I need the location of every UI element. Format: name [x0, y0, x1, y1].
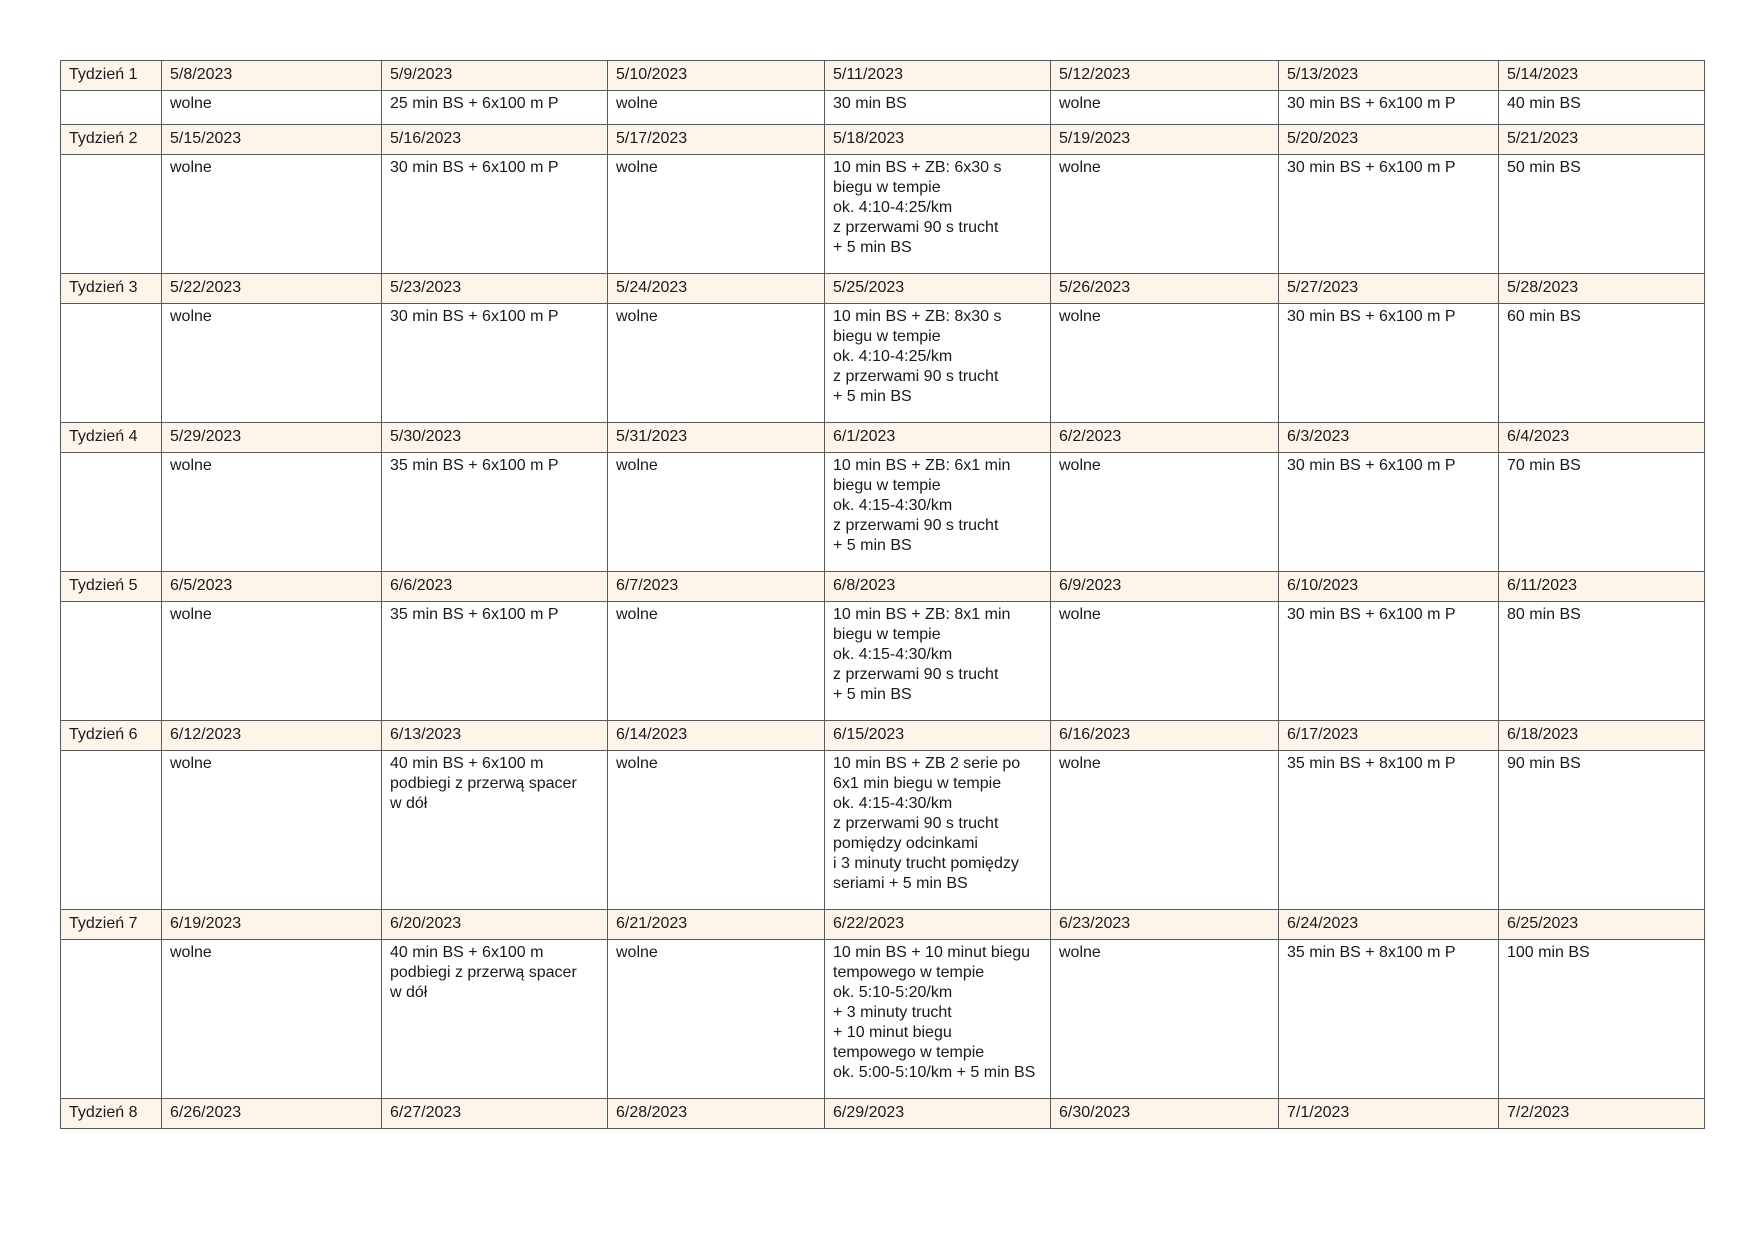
workout-cell: 90 min BS: [1499, 751, 1705, 910]
date-cell: 6/8/2023: [825, 572, 1051, 602]
workout-cell: wolne: [162, 940, 382, 1099]
date-cell: 6/23/2023: [1051, 910, 1279, 940]
week-label: Tydzień 6: [61, 721, 162, 751]
week-workouts-row: [61, 940, 1705, 1099]
workout-cell: 10 min BS + ZB: 6x1 min biegu w tempie ok. 4:15-4:30/km z przerwami 90 s trucht + 5 min BS: [825, 453, 1051, 572]
date-cell: 6/5/2023: [162, 572, 382, 602]
date-cell: 6/16/2023: [1051, 721, 1279, 751]
date-cell: 5/20/2023: [1279, 125, 1499, 155]
date-cell: 5/15/2023: [162, 125, 382, 155]
workout-cell: 30 min BS + 6x100 m P: [1279, 602, 1499, 721]
week-workouts-row: [61, 304, 1705, 423]
workout-cell: wolne: [608, 453, 825, 572]
empty-cell: [61, 940, 162, 1099]
date-cell: 5/26/2023: [1051, 274, 1279, 304]
workout-cell: 100 min BS: [1499, 940, 1705, 1099]
date-cell: 5/13/2023: [1279, 61, 1499, 91]
empty-cell: [61, 91, 162, 125]
workout-cell: 40 min BS + 6x100 m podbiegi z przerwą spacer w dół: [382, 940, 608, 1099]
week-label: Tydzień 3: [61, 274, 162, 304]
date-cell: 6/2/2023: [1051, 423, 1279, 453]
workout-cell: wolne: [162, 751, 382, 910]
date-cell: 5/18/2023: [825, 125, 1051, 155]
date-cell: 6/12/2023: [162, 721, 382, 751]
workout-cell: 30 min BS + 6x100 m P: [382, 304, 608, 423]
workout-cell: 35 min BS + 6x100 m P: [382, 602, 608, 721]
date-cell: 5/22/2023: [162, 274, 382, 304]
workout-cell: wolne: [1051, 751, 1279, 910]
week-workouts-row: [61, 751, 1705, 910]
workout-cell: 50 min BS: [1499, 155, 1705, 274]
week-header-row: [61, 274, 1705, 304]
date-cell: 5/30/2023: [382, 423, 608, 453]
training-plan-table: [60, 60, 1705, 1129]
week-label: Tydzień 5: [61, 572, 162, 602]
date-cell: 6/7/2023: [608, 572, 825, 602]
workout-cell: 35 min BS + 6x100 m P: [382, 453, 608, 572]
workout-cell: 60 min BS: [1499, 304, 1705, 423]
date-cell: 5/16/2023: [382, 125, 608, 155]
workout-cell: 30 min BS + 6x100 m P: [1279, 304, 1499, 423]
empty-cell: [61, 304, 162, 423]
date-cell: 5/28/2023: [1499, 274, 1705, 304]
workout-cell: wolne: [1051, 155, 1279, 274]
date-cell: 6/17/2023: [1279, 721, 1499, 751]
date-cell: 5/23/2023: [382, 274, 608, 304]
date-cell: 5/12/2023: [1051, 61, 1279, 91]
workout-cell: wolne: [608, 602, 825, 721]
date-cell: 5/19/2023: [1051, 125, 1279, 155]
date-cell: 6/28/2023: [608, 1099, 825, 1129]
date-cell: 5/11/2023: [825, 61, 1051, 91]
date-cell: 6/29/2023: [825, 1099, 1051, 1129]
date-cell: 5/9/2023: [382, 61, 608, 91]
workout-cell: wolne: [162, 155, 382, 274]
workout-cell: 80 min BS: [1499, 602, 1705, 721]
date-cell: 5/31/2023: [608, 423, 825, 453]
week-label: Tydzień 2: [61, 125, 162, 155]
date-cell: 6/4/2023: [1499, 423, 1705, 453]
workout-cell: 10 min BS + 10 minut biegu tempowego w tempie ok. 5:10-5:20/km + 3 minuty trucht + 10 minut biegu tempowego w tempie ok. 5:00-5:10/km + 5 min BS: [825, 940, 1051, 1099]
workout-cell: 10 min BS + ZB: 8x1 min biegu w tempie ok. 4:15-4:30/km z przerwami 90 s trucht + 5 min BS: [825, 602, 1051, 721]
empty-cell: [61, 453, 162, 572]
workout-cell: wolne: [1051, 304, 1279, 423]
workout-cell: wolne: [608, 940, 825, 1099]
workout-cell: 30 min BS + 6x100 m P: [1279, 453, 1499, 572]
workout-cell: wolne: [1051, 602, 1279, 721]
workout-cell: wolne: [608, 91, 825, 125]
empty-cell: [61, 155, 162, 274]
week-header-row: [61, 572, 1705, 602]
date-cell: 6/11/2023: [1499, 572, 1705, 602]
week-header-row: [61, 61, 1705, 91]
date-cell: 5/8/2023: [162, 61, 382, 91]
date-cell: 6/26/2023: [162, 1099, 382, 1129]
date-cell: 6/27/2023: [382, 1099, 608, 1129]
date-cell: 6/22/2023: [825, 910, 1051, 940]
week-header-row: [61, 125, 1705, 155]
date-cell: 6/30/2023: [1051, 1099, 1279, 1129]
workout-cell: wolne: [1051, 940, 1279, 1099]
date-cell: 5/24/2023: [608, 274, 825, 304]
week-header-row: [61, 721, 1705, 751]
date-cell: 6/13/2023: [382, 721, 608, 751]
workout-cell: wolne: [162, 602, 382, 721]
week-workouts-row: [61, 602, 1705, 721]
date-cell: 6/14/2023: [608, 721, 825, 751]
date-cell: 6/3/2023: [1279, 423, 1499, 453]
date-cell: 6/15/2023: [825, 721, 1051, 751]
date-cell: 6/6/2023: [382, 572, 608, 602]
date-cell: 6/19/2023: [162, 910, 382, 940]
date-cell: 6/18/2023: [1499, 721, 1705, 751]
workout-cell: 10 min BS + ZB: 8x30 s biegu w tempie ok. 4:10-4:25/km z przerwami 90 s trucht + 5 min BS: [825, 304, 1051, 423]
date-cell: 7/2/2023: [1499, 1099, 1705, 1129]
date-cell: 6/1/2023: [825, 423, 1051, 453]
date-cell: 5/29/2023: [162, 423, 382, 453]
training-plan-body: [61, 61, 1705, 1129]
workout-cell: 30 min BS: [825, 91, 1051, 125]
date-cell: 6/24/2023: [1279, 910, 1499, 940]
workout-cell: 40 min BS: [1499, 91, 1705, 125]
date-cell: 6/20/2023: [382, 910, 608, 940]
workout-cell: 10 min BS + ZB 2 serie po 6x1 min biegu w tempie ok. 4:15-4:30/km z przerwami 90 s trucht pomiędzy odcinkami i 3 minuty trucht pomiędzy seriami + 5 min BS: [825, 751, 1051, 910]
date-cell: 5/10/2023: [608, 61, 825, 91]
workout-cell: 30 min BS + 6x100 m P: [1279, 155, 1499, 274]
week-label: Tydzień 7: [61, 910, 162, 940]
workout-cell: wolne: [1051, 91, 1279, 125]
date-cell: 5/25/2023: [825, 274, 1051, 304]
date-cell: 5/21/2023: [1499, 125, 1705, 155]
week-workouts-row: [61, 453, 1705, 572]
workout-cell: 30 min BS + 6x100 m P: [1279, 91, 1499, 125]
week-header-row: [61, 1099, 1705, 1129]
week-label: Tydzień 4: [61, 423, 162, 453]
week-label: Tydzień 1: [61, 61, 162, 91]
date-cell: 6/21/2023: [608, 910, 825, 940]
workout-cell: wolne: [162, 453, 382, 572]
week-header-row: [61, 910, 1705, 940]
workout-cell: wolne: [1051, 453, 1279, 572]
empty-cell: [61, 602, 162, 721]
date-cell: 6/10/2023: [1279, 572, 1499, 602]
date-cell: 7/1/2023: [1279, 1099, 1499, 1129]
workout-cell: wolne: [162, 91, 382, 125]
workout-cell: wolne: [608, 304, 825, 423]
week-workouts-row: [61, 91, 1705, 125]
week-workouts-row: [61, 155, 1705, 274]
date-cell: 5/14/2023: [1499, 61, 1705, 91]
week-header-row: [61, 423, 1705, 453]
workout-cell: 40 min BS + 6x100 m podbiegi z przerwą spacer w dół: [382, 751, 608, 910]
week-label: Tydzień 8: [61, 1099, 162, 1129]
date-cell: 6/9/2023: [1051, 572, 1279, 602]
empty-cell: [61, 751, 162, 910]
date-cell: 5/27/2023: [1279, 274, 1499, 304]
workout-cell: 10 min BS + ZB: 6x30 s biegu w tempie ok. 4:10-4:25/km z przerwami 90 s trucht + 5 min BS: [825, 155, 1051, 274]
workout-cell: 30 min BS + 6x100 m P: [382, 155, 608, 274]
workout-cell: wolne: [608, 751, 825, 910]
workout-cell: 25 min BS + 6x100 m P: [382, 91, 608, 125]
workout-cell: 35 min BS + 8x100 m P: [1279, 751, 1499, 910]
date-cell: 5/17/2023: [608, 125, 825, 155]
date-cell: 6/25/2023: [1499, 910, 1705, 940]
workout-cell: wolne: [162, 304, 382, 423]
workout-cell: 70 min BS: [1499, 453, 1705, 572]
workout-cell: 35 min BS + 8x100 m P: [1279, 940, 1499, 1099]
workout-cell: wolne: [608, 155, 825, 274]
